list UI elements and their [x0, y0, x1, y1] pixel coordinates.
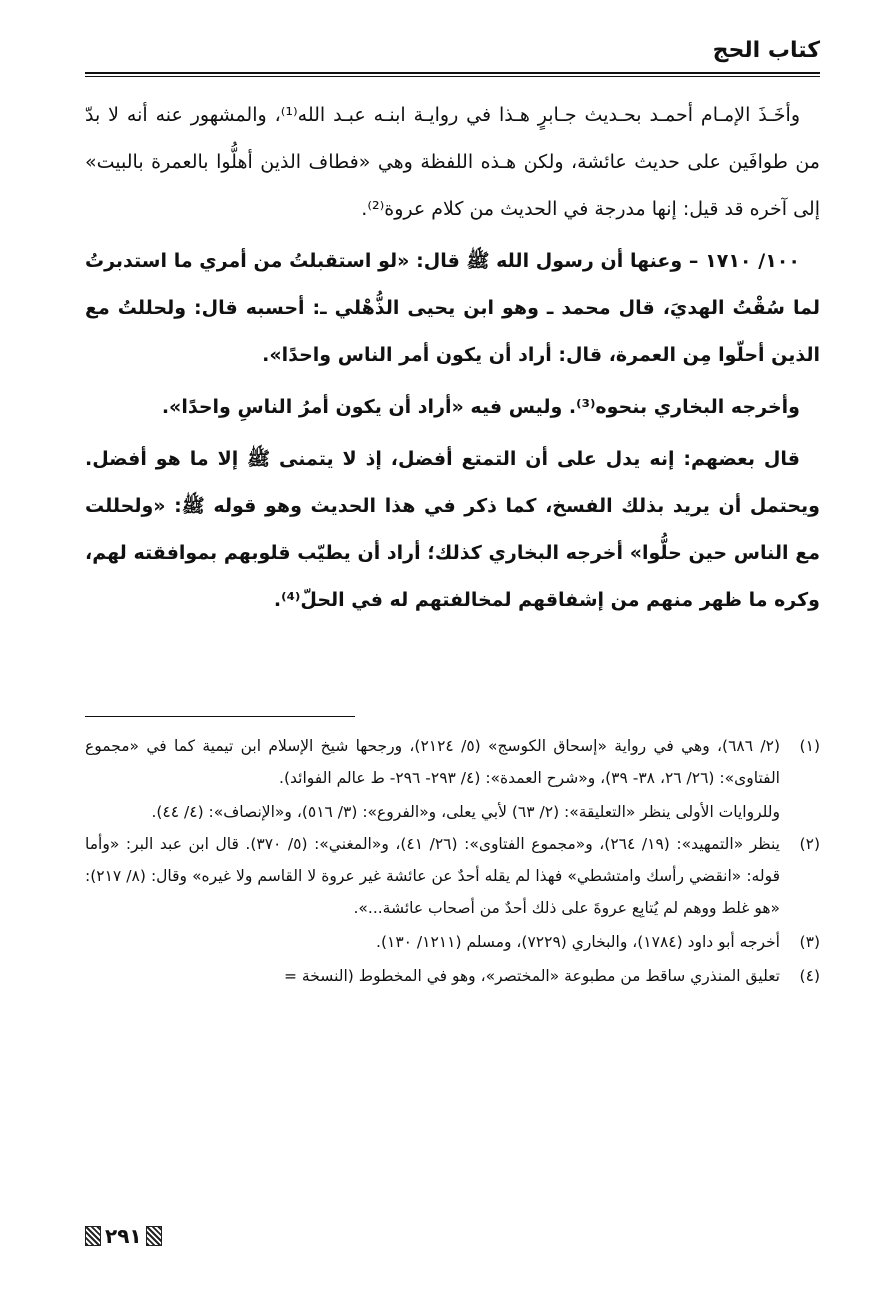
footnote-4: [85, 960, 820, 992]
header-rule-thick: [85, 72, 820, 74]
footnote-1-continuation: وللروايات الأولى ينظر «التعليقة»: (٢/ ٦٣) لأبي يعلى، و«الفروع»: (٣/ ٥١٦)، و«الإنصاف»: (٤/ ٤٤).: [151, 803, 780, 821]
paragraph-commentary: قال بعضهم: إنه يدل على أن التمتع أفضل، إذ لا يتمنى ﷺ إلا ما هو أفضل. ويحتمل أن يريد بذلك الفسخ، كما ذكر في هذا الحديث وهو قوله ﷺ: «ولحللت مع الناس حين حلُّوا» أخرجه البخاري كذلك؛ أراد أن يطيّب قلوبهم بموافقته لهم، وكره ما ظهر منهم من إشفاقهم لمخالفتهم له في الحلّ⁽⁴⁾.: [85, 448, 820, 611]
footnote-2: [85, 828, 820, 924]
paragraph-bukhari-note: وأخرجه البخاري بنحوه⁽³⁾. وليس فيه «أراد أن يكون أمرُ الناسِ واحدًا».: [161, 396, 800, 418]
footnote-text: (٢/ ٦٨٦)، وهي في رواية «إسحاق الكوسج» (٥/ ٢١٢٤)، ورجحها شيخ الإسلام ابن تيمية كما في «مجموع الفتاوى»: (٢٦/ ٢٦، ٣٨- ٣٩)، و«شرح العمدة»: (٤/ ٢٩٣- ٢٩٦- ط عالم الفوائد).: [85, 737, 780, 787]
paragraph-ahmad-narration: وأخَـذَ الإمـام أحمـد بحـديث جـابرٍ هـذا في روايـة ابنـه عبـد الله⁽¹⁾، والمشهور عنه أنه لا بدّ من طوافَين على حديث عائشة، ولكن هـذه اللفظة وهي «فطاف الذين أهلُّوا بالعمرة بالبيت» إلى آخره قد قيل: إنها مدرجة في الحديث من كلام عروة⁽²⁾.: [85, 104, 820, 220]
book-title: كتاب الحج: [712, 38, 820, 63]
page-number-text: ٢٩١: [105, 1224, 142, 1248]
header-rule-thin: [85, 76, 820, 77]
paragraph-hadith-1710: ١٠٠/ ١٧١٠ – وعنها أن رسول الله ﷺ قال: «لو استقبلتُ من أمري ما استدبرتُ لما سُقْتُ الهديَ، قال محمد ـ وهو ابن يحيى الذُّهْلي ـ: أحسبه قال: ولحللتُ مع الذين أحلّوا مِن العمرة، قال: أراد أن يكون أمر الناس واحدًا».: [85, 250, 820, 366]
footnotes: [85, 730, 820, 994]
footnote-separator: [85, 716, 355, 717]
footnote-number: (٣): [799, 933, 820, 951]
footnote-text: أخرجه أبو داود (١٧٨٤)، والبخاري (٧٢٢٩)، ومسلم (١٢١١/ ١٣٠).: [376, 933, 780, 951]
page-number: [85, 1224, 162, 1248]
footnote-1: [85, 730, 820, 794]
footnote-number: (١): [799, 737, 820, 755]
footnote-3: [85, 926, 820, 958]
footnote-number: (٤): [799, 967, 820, 985]
footnote-text: ينظر «التمهيد»: (١٩/ ٢٦٤)، و«مجموع الفتاوى»: (٢٦/ ٤١)، و«المغني»: (٥/ ٣٧٠). قال ابن عبد البر: «وأما قوله: «انقضي رأسك وامتشطي» فهذا لم يقله أحدٌ عن عائشة غير عروة لا القاسم ولا غيره» وقال: (٨/ ٢١٧): «هو غلط ووهم لم يُتابِع عروةَ على ذلك أحدٌ من أصحاب عائشة...».: [85, 835, 780, 917]
footnote-text: تعليق المنذري ساقط من مطبوعة «المختصر»، وهو في المخطوط (النسخة =: [284, 967, 780, 985]
footnote-number: (٢): [799, 835, 820, 853]
main-text: [85, 92, 820, 629]
ornament-icon: [146, 1226, 162, 1246]
ornament-icon: [85, 1226, 101, 1246]
running-header: [85, 36, 820, 72]
